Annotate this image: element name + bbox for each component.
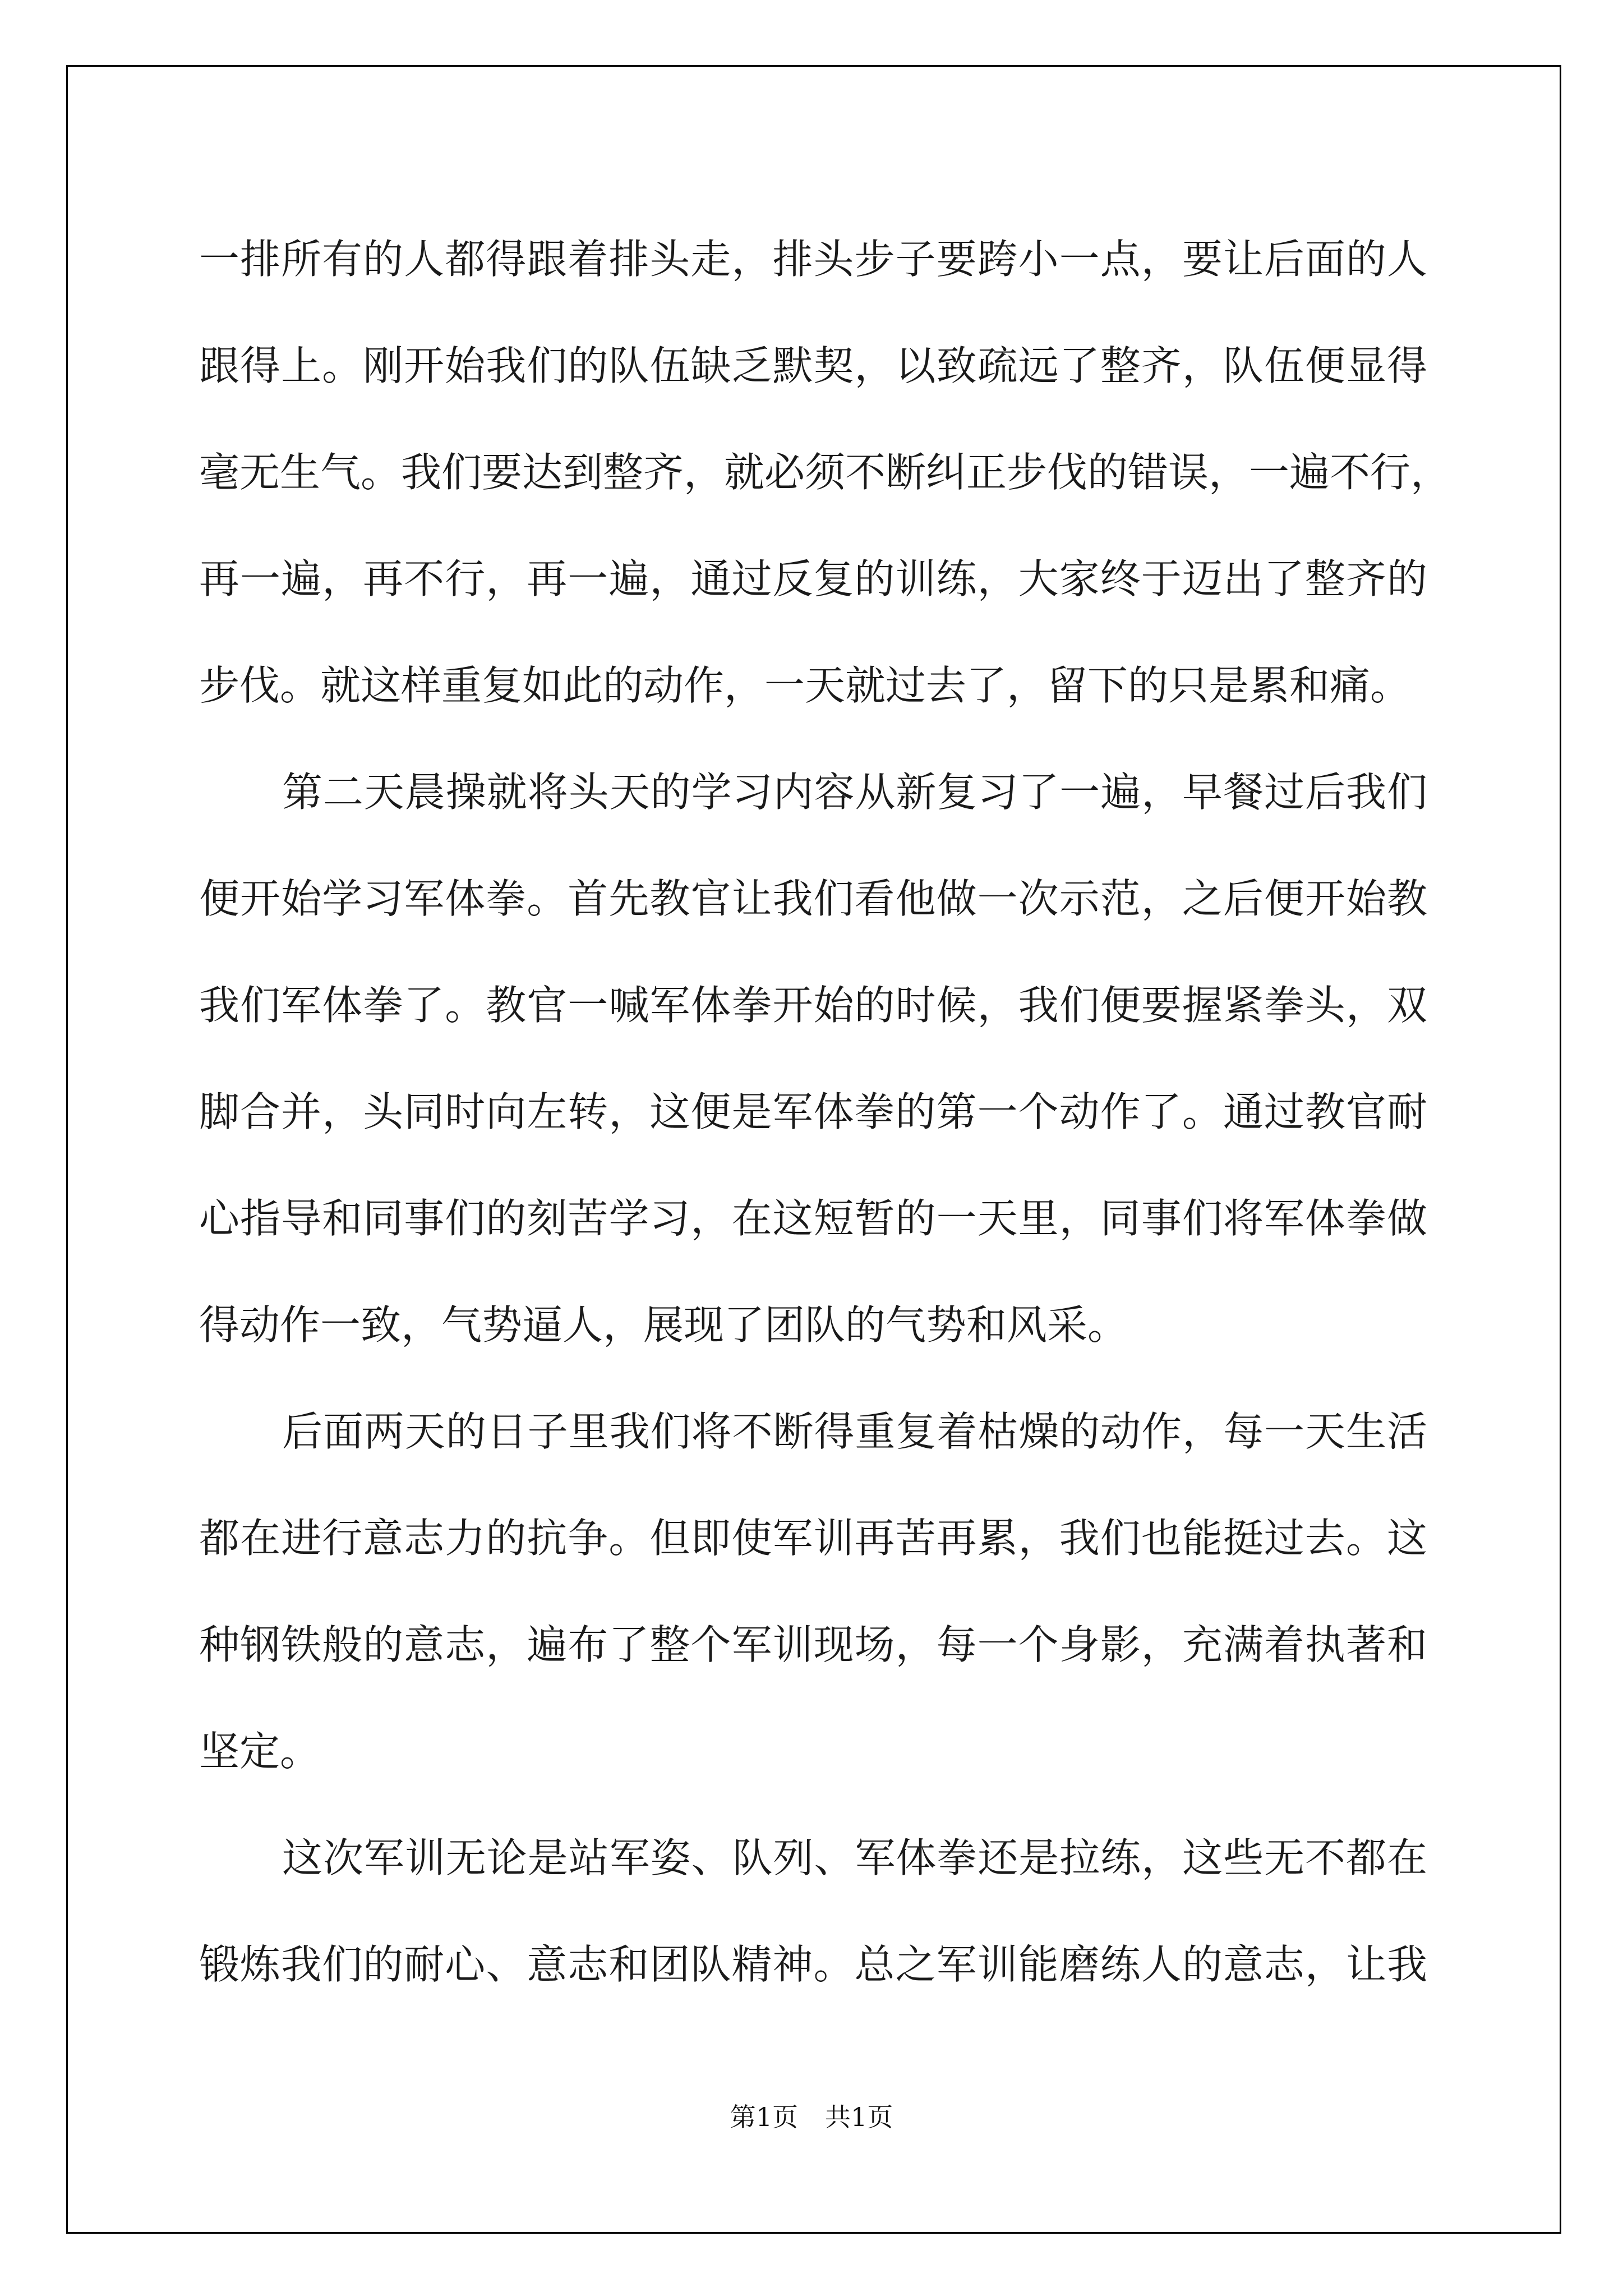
page-footer [0, 2097, 1623, 2134]
text-line: 再一遍，再不行，再一遍，通过反复的训练，大家终于迈出了整齐的 [199, 555, 1427, 602]
page-total: 共1页 [825, 2102, 893, 2132]
text-line: 后面两天的日子里我们将不断得重复着枯燥的动作，每一天生活 [282, 1408, 1427, 1455]
text-line: 得动作一致，气势逼人，展现了团队的气势和风采。 [199, 1301, 1128, 1349]
text-line: 我们军体拳了。教官一喊军体拳开始的时候，我们便要握紧拳头，双 [199, 982, 1427, 1029]
text-line: 步伐。就这样重复如此的动作，一天就过去了，留下的只是累和痛。 [199, 662, 1411, 709]
text-line: 脚合并，头同时向左转，这便是军体拳的第一个动作了。通过教官耐 [199, 1088, 1427, 1135]
page-number: 第1页 [730, 2102, 798, 2132]
text-line: 坚定。 [199, 1728, 321, 1775]
text-line: 跟得上。刚开始我们的队伍缺乏默契，以致疏远了整齐，队伍便显得 [199, 342, 1427, 389]
text-line: 种钢铁般的意志，遍布了整个军训现场，每一个身影，充满着执著和 [199, 1621, 1427, 1668]
text-line: 心指导和同事们的刻苦学习，在这短暂的一天里，同事们将军体拳做 [199, 1195, 1427, 1242]
text-line: 都在进行意志力的抗争。但即使军训再苦再累，我们也能挺过去。这 [199, 1515, 1427, 1562]
text-line: 一排所有的人都得跟着排头走，排头步子要跨小一点，要让后面的人 [199, 236, 1427, 283]
text-line: 这次军训无论是站军姿、队列、军体拳还是拉练，这些无不都在 [282, 1834, 1427, 1881]
text-line: 锻炼我们的耐心、意志和团队精神。总之军训能磨练人的意志，让我 [199, 1941, 1427, 1988]
document-body [199, 206, 1451, 2018]
text-line: 第二天晨操就将头天的学习内容从新复习了一遍，早餐过后我们 [282, 769, 1427, 816]
text-line: 便开始学习军体拳。首先教官让我们看他做一次示范，之后便开始教 [199, 875, 1427, 922]
text-line: 毫无生气。我们要达到整齐，就必须不断纠正步伐的错误，一遍不行， [199, 449, 1451, 496]
